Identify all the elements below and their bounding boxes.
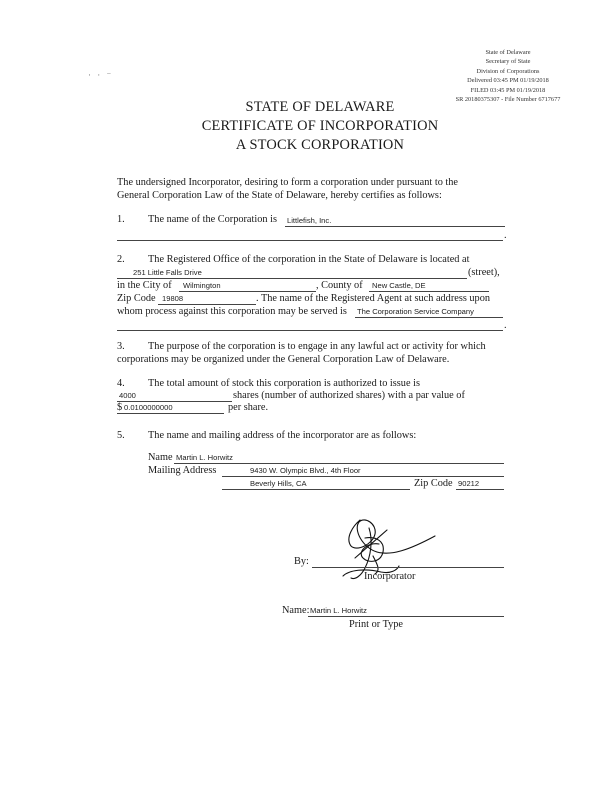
mailing-zip-label: Zip Code [414, 478, 453, 489]
section-3-number: 3. [117, 341, 125, 352]
stamp-line: Secretary of State [485, 58, 531, 66]
section-1-number: 1. [117, 214, 125, 225]
agent-text: . The name of the Registered Agent at such address upon [256, 293, 491, 304]
corporation-name-field: Littlefish, Inc. [287, 216, 332, 225]
incorporator-name-underline [174, 463, 504, 464]
section-3-line-2: corporations may be organized under the General Corporation Law of Delaware. [117, 354, 450, 365]
street-field: 251 Little Falls Drive [133, 268, 202, 277]
stamp-line: Delivered 03:45 PM 01/19/2018 [467, 77, 549, 85]
signature-underline [312, 567, 504, 568]
city-underline [179, 291, 316, 292]
section-4-text: The total amount of stock this corporation is authorized to issue is [148, 378, 420, 389]
printed-name-field: Martin L. Horwitz [310, 606, 367, 615]
incorporator-name-field: Martin L. Horwitz [176, 453, 233, 462]
per-share-label: per share. [228, 402, 269, 413]
zip-label: Zip Code [117, 293, 156, 304]
city-field: Wilmington [183, 281, 221, 290]
registered-agent-field: The Corporation Service Company [357, 307, 474, 316]
stamp-line: Division of Corporations [476, 67, 540, 75]
shares-text: shares (number of authorized shares) with a par value of [233, 390, 465, 401]
mailing-zip-field: 90212 [458, 479, 480, 488]
section-2-continuation-line [117, 330, 503, 331]
stamp-line: SR 20180375307 - File Number 6717677 [455, 96, 561, 104]
period: . [504, 230, 507, 241]
incorporator-role-label: Incorporator [364, 571, 416, 582]
print-or-type-label: Print or Type [349, 619, 404, 630]
section-3-line-1: The purpose of the corporation is to engage in any lawful act or activity for which [148, 341, 486, 352]
address-line-2-underline [222, 489, 410, 490]
county-field: New Castle, DE [372, 281, 426, 290]
section-1-continuation-line [117, 240, 503, 241]
stamp-line: State of Delaware [485, 49, 531, 56]
section-5-text: The name and mailing address of the incorporator are as follows: [148, 430, 417, 441]
section-1-text: The name of the Corporation is [148, 214, 277, 225]
address-line-1-field: 9430 W. Olympic Blvd., 4th Floor [250, 466, 361, 475]
intro-line-1: The undersigned Incorporator, desiring to form a corporation under pursuant to the [117, 177, 458, 188]
title-certificate: CERTIFICATE OF INCORPORATION [201, 118, 439, 134]
county-underline [369, 291, 489, 292]
served-text: whom process against this corporation may be served is [117, 306, 347, 317]
printed-name-underline [308, 616, 504, 617]
street-underline [117, 278, 467, 279]
zip-underline [158, 304, 256, 305]
par-value-underline [117, 413, 224, 414]
section-4-number: 4. [117, 378, 125, 389]
corp-name-underline [285, 226, 505, 227]
agent-underline [355, 317, 503, 318]
printed-name-label: Name: [282, 605, 310, 616]
section-2-text: The Registered Office of the corporation in the State of Delaware is located at [148, 254, 470, 265]
street-label: (street), [468, 267, 500, 278]
par-value-field: 0.0100000000 [124, 403, 173, 412]
filing-stamp [418, 48, 598, 104]
section-5-number: 5. [117, 430, 125, 441]
address-line-2-field: Beverly Hills, CA [250, 479, 307, 488]
section-2-number: 2. [117, 254, 125, 265]
shares-underline [117, 401, 232, 402]
scan-speck: · · ⁻ [88, 70, 114, 80]
shares-field: 4000 [119, 391, 136, 400]
period: . [504, 320, 507, 331]
address-line-1-underline [222, 476, 504, 477]
zip-field: 19808 [162, 294, 184, 303]
county-label: , County of [316, 280, 363, 291]
title-stock-corporation: A STOCK CORPORATION [235, 137, 405, 153]
title-state: STATE OF DELAWARE [245, 99, 395, 115]
city-label: in the City of [117, 280, 172, 291]
intro-line-2: General Corporation Law of the State of Delaware, hereby certifies as follows: [117, 190, 442, 201]
dollar-sign: $ [117, 402, 123, 413]
mailing-zip-underline [456, 489, 504, 490]
incorporator-name-label: Name [148, 452, 173, 463]
stamp-line: FILED 03:45 PM 01/19/2018 [470, 86, 546, 94]
by-label: By: [294, 556, 309, 567]
mailing-address-label: Mailing Address [148, 465, 217, 476]
